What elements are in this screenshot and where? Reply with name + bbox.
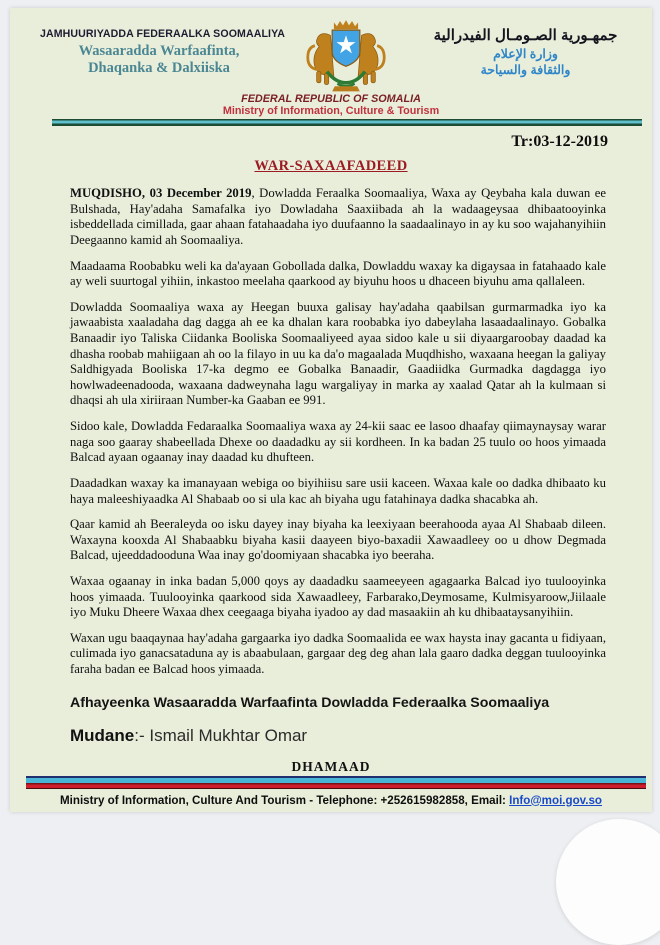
spokesperson-name (70, 726, 652, 746)
reference-number: Tr:03-12-2019 (511, 133, 608, 151)
ministry-arabic-line2: والثقافة والسياحة (480, 62, 571, 77)
body-paragraph: Dowladda Soomaaliya waxa ay Heegan buuxa galisay hay'adaha qaabilsan gurmarmadka iyo ka jawaabista xaaladaha dag dagga ah ee ka dhalan kara roobabka iyo dabeylaha lasaadaalinayo. Gobalka Banaadir iyo Taliska Ciidanka Booliska Soomaaliyeed ayaa sidoo kale u sii diyaargaroobay daadad ka dhasha roobab mahiigaan ah oo la filayo in uu ka da'o magaalada Muqdhisho, waxaana heegan la galiyay Saldhigyada Booliska 17-ka degmo ee Gobalka Banaadir, Gaadiidka Gurmadka dagdagga iyo howlwadeenadooda, waxaana dadweynaha lagu wargaliyay in marka ay xaalad Qatar ah la kulmaan si dhaqsi ah ula xiriiraan Number-ka Gaaban ee 991. (70, 299, 606, 408)
body-paragraph: Maadaama Roobabku weli ka da'ayaan Gobollada dalka, Dowladdu waxay ka digaysaa in fatahaado kale ay weli suurtogal yihiin, inkastoo meelaha qaarkood ay biyuhu hoos u dhaceen biyuhu ama qallaleen. (70, 258, 606, 289)
somalia-coat-of-arms-icon (294, 18, 398, 99)
header-divider (52, 119, 642, 126)
ministry-name-arabic (413, 47, 638, 78)
country-name-somali: JAMHUURIYADDA FEDERAALKA SOOMAALIYA (40, 28, 286, 40)
body-paragraph: Sidoo kale, Dowladda Fedaraalka Soomaaliya waxa ay 24-kii saac ee lasoo dhaafay qiimaynaysay warar naga soo gaaray shabeellada Dhexe oo daadadku ay sii kordheen. In ka badan 25 tuulo oo hoos yimaada Balcad ayaan ogaanay inay daadad ku dhufteen. (70, 419, 606, 465)
document-title: WAR-SAXAAFADEED (254, 158, 408, 175)
country-name-english: FEDERAL REPUBLIC OF SOMALIA (241, 93, 421, 105)
body-paragraph: Qaar kamid ah Beeraleyda oo isku dayey inay biyaha ka leexiyaan beerahooda ayaa Al Shabaab dileen. Waxayna kooxda Al Shabaabku biyaha kasii daayeen biyo-baxadii Xawaadleey oo u dhow Degmada Balcad, ujeeddadooduna Waa inay go'doomiyaan shacabka iyo beeraha. (70, 517, 606, 563)
footer-divider (26, 776, 646, 789)
ministry-name-somali (40, 43, 278, 76)
ministry-arabic-line1: وزارة الإعلام (493, 47, 558, 61)
end-of-document-label: DHAMAAD (291, 758, 371, 774)
ministry-somali-line2: Dhaqanka & Dalxiiska (88, 59, 230, 76)
email-link[interactable]: Info@moi.gov.so (509, 793, 603, 807)
spokesperson-title: Afhayeenka Wasaaradda Warfaafinta Dowladda Federaalka Soomaaliya (70, 694, 550, 711)
document-body (10, 186, 652, 677)
contact-text: Ministry of Information, Culture And Tourism - Telephone: +252615982858, Email: (59, 793, 510, 807)
ministry-name-english: Ministry of Information, Culture & Tourism (222, 105, 440, 118)
body-paragraph: MUQDISHO, 03 December 2019, Dowladda Feraalka Soomaaliya, Waxa ay Qeybaha kala duwan ee Bulshada, Hay'adaha Samafalka iyo Dowladaha Saaxiibada ah la wadaageysaa dhibaatooyinka isbeddellada cimillada, gaar ahaan fatahaadaha iyo duufaanno la saadaalinayo in ay ku soo wajahanyihiin Deegaanno kamid ah Soomaaliya. (70, 186, 606, 247)
letterhead-arabic (413, 20, 638, 78)
body-paragraph: Daadadkan waxay ka imanayaan webiga oo biyihiisu sare usii kaceen. Waxaa kale oo dadka dhibaato ku haya maleeshiyaadka Al Shabaab oo si ula kac ah biyaha ugu fatahinaya dadka shacabka ah. (70, 475, 606, 506)
press-release-page (10, 8, 652, 812)
body-paragraph: Waxan ugu baaqaynaa hay'adaha gargaarka iyo dadka Soomaalida ee wax haysta inay gacanta u fidiyaan, culimada iyo ganacsataduna ay is abaabulaan, gargaar deg deg ahan lala gaaro dadka deggan tuulooyinka faraha badan ee Balcad hoos yimaada. (70, 630, 606, 676)
letterhead-english (10, 93, 652, 117)
person-name: :- Ismail Mukhtar Omar (134, 725, 308, 745)
country-name-arabic: جمهـورية الصـومـال الفيدرالية (433, 27, 618, 44)
honorific: Mudane (70, 725, 135, 745)
letterhead (10, 8, 652, 99)
body-paragraph: Waxaa ogaanay in inka badan 5,000 qoys ay daadadku saameeyeen agagaarka Balcad iyo tuulooyinka hoos yimaada. Tuulooyinka qaarkood sida Xawaadleey, Farbarako,Deymosame, Kulmisyaroow,Jiilaale iyo Muku Dheere Waxaa dhex ceegaaga biyaha iyadoo ay dad masaakiin ah ku dhibaataysanyihiin. (70, 573, 606, 620)
ministry-somali-line1: Wasaaradda Warfaafinta, (78, 43, 240, 59)
letterhead-somali (40, 20, 286, 76)
contact-line (10, 794, 652, 807)
